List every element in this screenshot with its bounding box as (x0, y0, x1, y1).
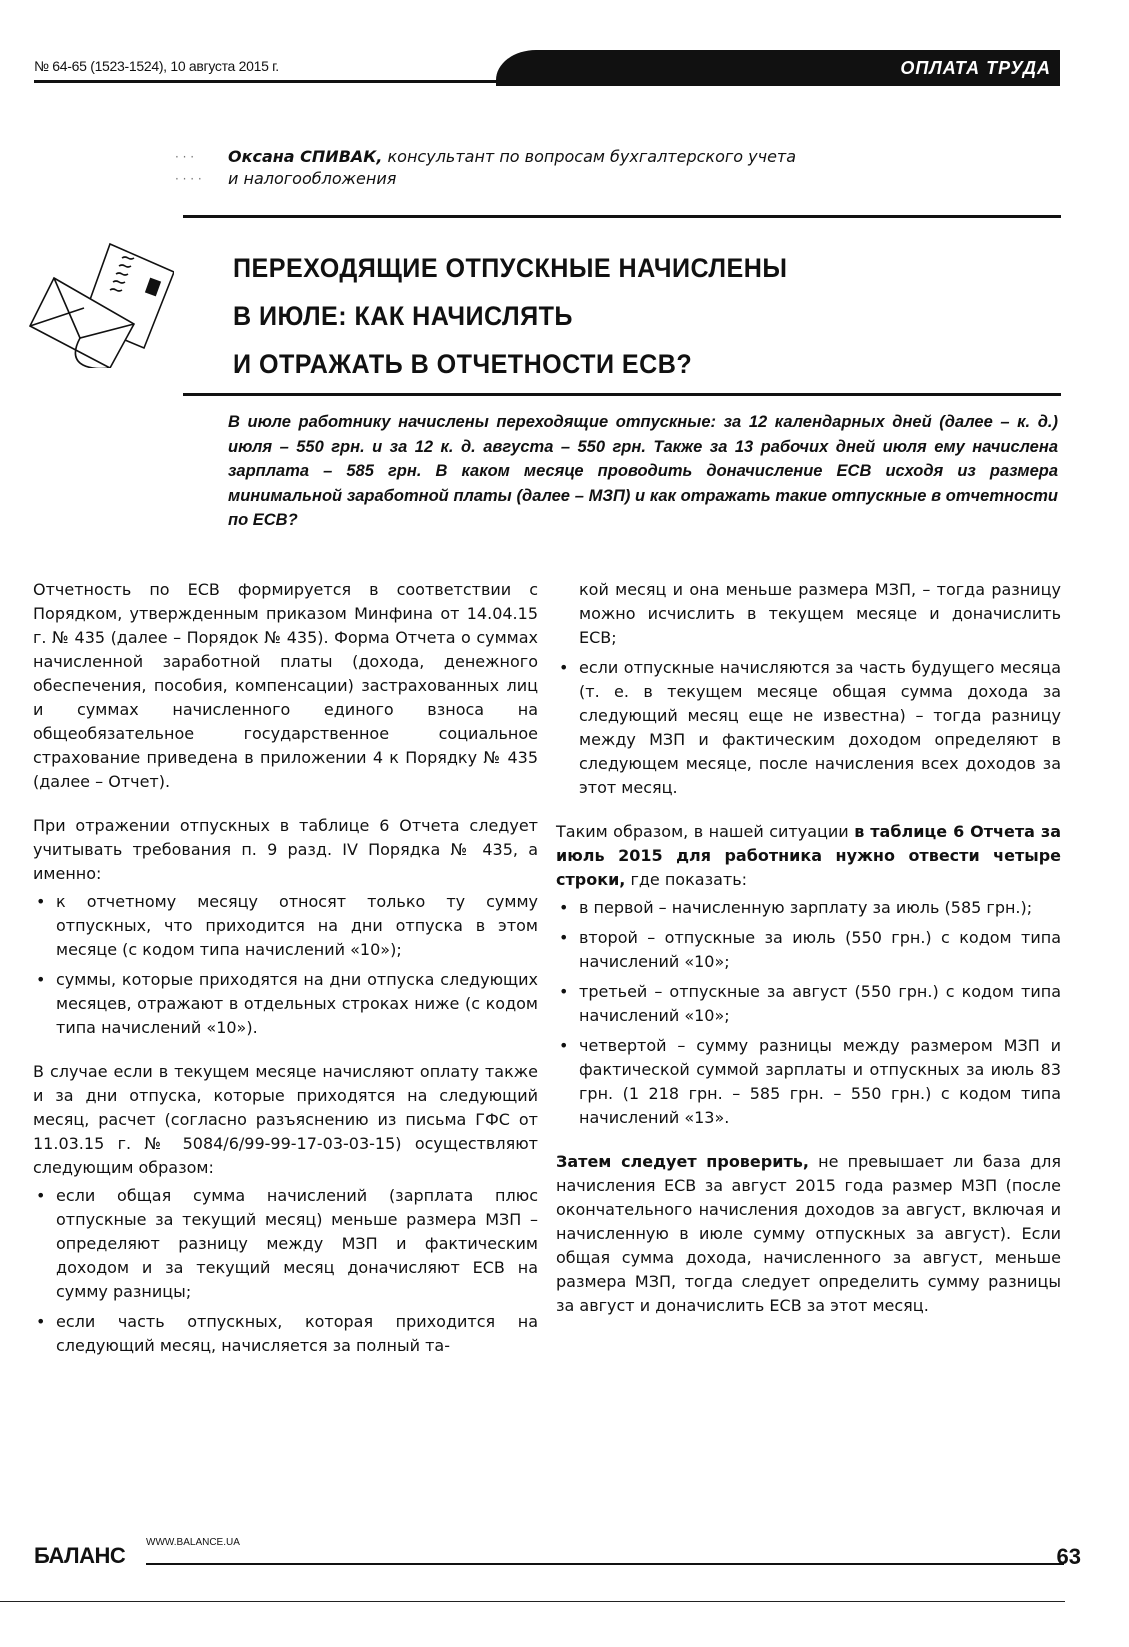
paragraph: При отражении отпускных в таблице 6 Отчета следует учитывать требования п. 9 разд. IV Порядка № 435, а именно: (33, 816, 539, 883)
table-rows-list (556, 896, 1061, 1130)
issue-info: № 64-65 (1523-1524), 10 августа 2015 г. (34, 58, 279, 74)
list-item: • суммы, которые приходятся на дни отпуска следующих месяцев, отражают в отдельных строках ниже (с кодом типа начислений «10»). (33, 968, 538, 1040)
envelope-letter-icon (24, 238, 174, 368)
paragraph: Затем следует проверить, не превышает ли база для начисления ЕСВ за август 2015 года размер МЗП (после окончательного начисления доходов за август, включая и начисленную в июле сумму отпускных за август). Если общая сумма дохода, начисленного за август, меньше размера МЗП, тогда следует определить сумму разницы за август и доначислить ЕСВ за этот месяц. (556, 1152, 1061, 1315)
page-number: 63 (1056, 1544, 1081, 1569)
title-bottom-rule (183, 393, 1061, 396)
paragraph: Отчетность по ЕСВ формируется в соответствии с Порядком, утвержденным приказом Минфина от 14.04.15 г. № 435 (далее – Порядок № 435). Форма Отчета о суммах начисленной заработной платы (дохода, денежного обеспечения, пособия, компенсации) застрахованных лиц и суммах начисленного единого взноса на общеобязательное государственное социальное страхование приведена в приложении 4 к Порядку № 435 (далее – Отчет). (33, 580, 538, 791)
author-role-cont: и налогообложения (228, 169, 397, 188)
list-item: • третьей – отпускные за август (550 грн.) с кодом типа начислений «10»; (556, 980, 1061, 1028)
calculation-list-cont (556, 656, 1061, 800)
list-item: • если общая сумма начислений (зарплата плюс отпускные за текущий месяц) меньше размера МЗП – определяют разницу между МЗП и фактическим доходом и за текущий месяц доначисляют ЕСВ на сумму разницы; (33, 1184, 538, 1304)
requirements-list (33, 890, 538, 1040)
paragraph: Таким образом, в нашей ситуации в таблице 6 Отчета за июль 2015 для работника нужно отвести четыре строки, где показать: (556, 822, 1062, 889)
list-item: • четвертой – сумму разницы между размером МЗП и фактической суммой зарплаты и отпускных за июль 83 грн. (1 218 грн. – 585 грн. – 550 грн.) с кодом типа начислений «13». (556, 1034, 1061, 1130)
dots-decoration-icon: · · · · · · · (175, 150, 202, 186)
list-item: • к отчетному месяцу относят только ту сумму отпускных, что приходится на дни отпуска в этом месяце (с кодом типа начислений «10»); (33, 890, 538, 962)
title-line: В ИЮЛЕ: КАК НАЧИСЛЯТЬ (233, 301, 573, 331)
list-item-continuation: кой месяц и она меньше размера МЗП, – тогда разницу можно исчислить в текущем месяце и доначислить ЕСВ; (579, 580, 1061, 647)
list-item: • второй – отпускные за июль (550 грн.) с кодом типа начислений «10»; (556, 926, 1061, 974)
author-role: консультант по вопросам бухгалтерского учета (382, 147, 797, 166)
footer-rule (146, 1563, 1064, 1565)
article-lead: В июле работнику начислены переходящие отпускные: за 12 календарных дней (далее – к. д.) июля – 550 грн. и за 12 к. д. августа – 550 грн. Также за 13 рабочих дней июля ему начислена зарплата – 585 грн. В каком месяце проводить доначисление ЕСВ исходя из размера минимальной заработной платы (далее – МЗП) и как отражать такие отпускные в отчетности по ЕСВ? (228, 413, 1058, 529)
title-line: ПЕРЕХОДЯЩИЕ ОТПУСКНЫЕ НАЧИСЛЕНЫ (233, 253, 788, 283)
list-item: • если отпускные начисляются за часть будущего месяца (т. е. в текущем месяце общая сумма дохода за следующий месяц еще не известна) – тогда разницу между МЗП и фактическим доходом определяют в следующем месяце, после начисления всех доходов за этот месяц. (556, 656, 1061, 800)
list-item: • если часть отпускных, которая приходится на следующий месяц, начисляется за полный та- (33, 1310, 538, 1358)
title-top-rule (183, 215, 1061, 218)
header-rule (34, 80, 504, 83)
author-byline (228, 146, 928, 190)
article-title (233, 244, 787, 388)
publisher-logo: БАЛАНС (34, 1543, 126, 1568)
scan-edge-line (0, 1601, 1065, 1602)
paragraph: В случае если в текущем месяце начисляют оплату также и за дни отпуска, которые приходятся на следующий месяц, расчет (согласно разъяснению из письма ГФС от 11.03.15 г. № 5084/6/99-99-17-03-03-15) осуществляют следующим образом: (33, 1062, 538, 1177)
section-title: ОПЛАТА ТРУДА (900, 58, 1051, 78)
title-line: И ОТРАЖАТЬ В ОТЧЕТНОСТИ ЕСВ? (233, 349, 693, 379)
list-item: • в первой – начисленную зарплату за июль (585 грн.); (556, 896, 1061, 920)
author-name: Оксана СПИВАК, (228, 147, 383, 166)
website-link[interactable]: WWW.BALANCE.UA (146, 1537, 240, 1548)
calculation-list (33, 1184, 538, 1358)
right-column (556, 578, 1061, 1338)
left-column (33, 578, 538, 1378)
